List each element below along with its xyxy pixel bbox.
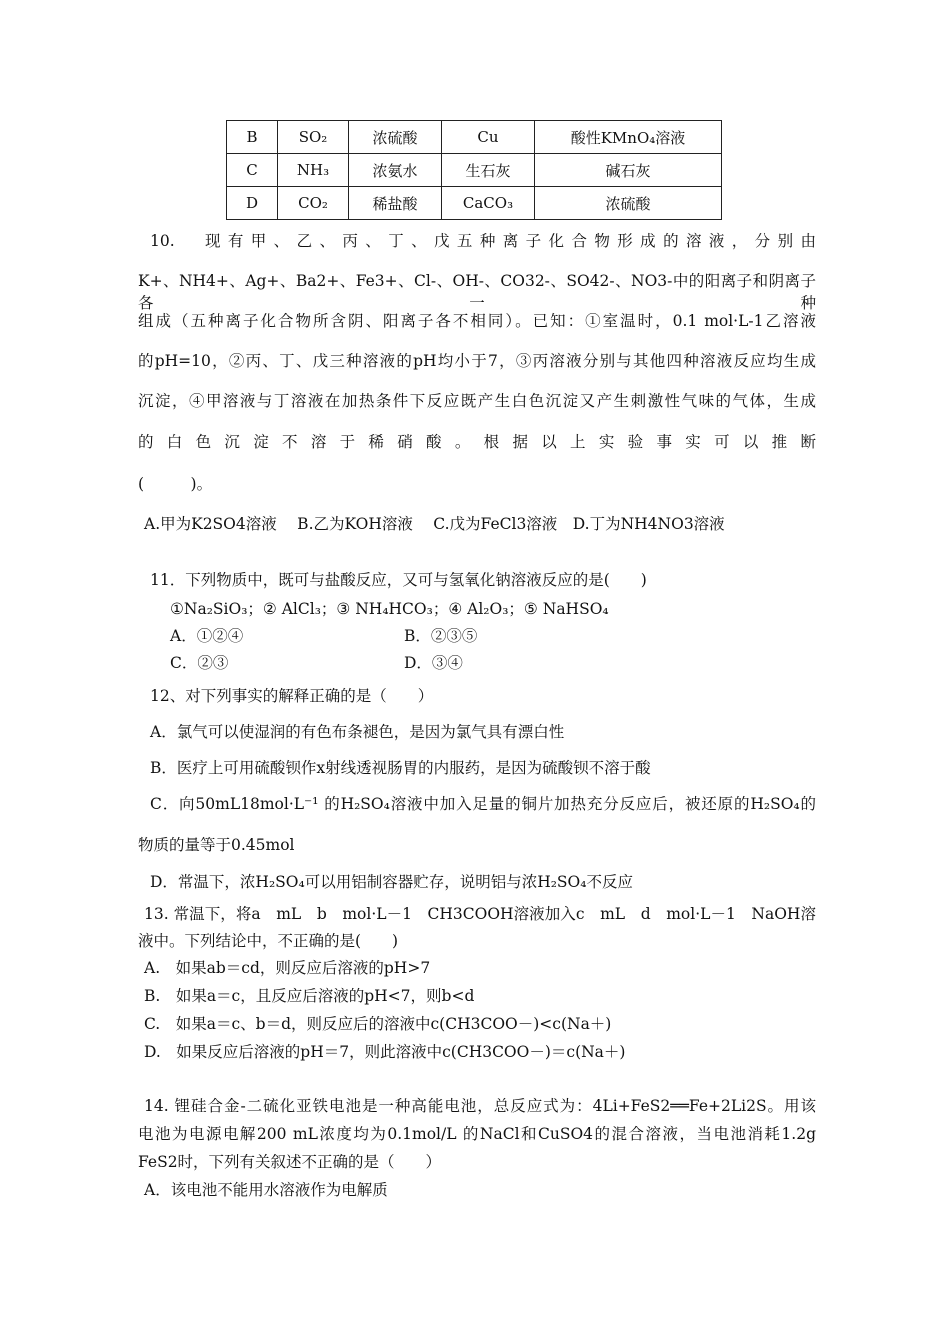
table-cell: B xyxy=(227,121,278,154)
table-cell: 碱石灰 xyxy=(535,154,722,187)
q10-line-5: 沉淀，④甲溶液与丁溶液在加热条件下反应既产生白色沉淀又产生刺激性气味的气体，生成 xyxy=(138,392,816,410)
table-cell: 浓硫酸 xyxy=(535,187,722,220)
q11-option-b: B．②③⑤ xyxy=(404,627,478,645)
table-cell: 稀盐酸 xyxy=(349,187,442,220)
q10-line-3: 组成（五种离子化合物所含阴、阳离子各不相同）。已知：①室温时，0.1 mol·L-1乙溶液 xyxy=(138,312,816,330)
table-cell: CO₂ xyxy=(278,187,349,220)
q10-line-2: K+、NH4+、Ag+、Ba2+、Fe3+、Cl-、OH-、CO32-、SO42-、NO3-中的阳离子和阴离子各一种 xyxy=(138,272,816,312)
q13-option-a: A. 如果ab＝cd，则反应后溶液的pH>7 xyxy=(144,959,431,977)
table-cell: D xyxy=(227,187,278,220)
q12-option-c-line-1: C．向50mL18mol·L⁻¹ 的H₂SO₄溶液中加入足量的铜片加热充分反应后，被还原的H₂SO₄的 xyxy=(150,795,816,813)
q11-option-a: A．①②④ xyxy=(170,627,244,645)
table-cell: 酸性KMnO₄溶液 xyxy=(535,121,722,154)
q14-line-2: 电池为电源电解200 mL浓度均为0.1mol/L 的NaCl和CuSO4的混合溶液，当电池消耗1.2g xyxy=(138,1125,816,1143)
q10-line-6: 的白色沉淀不溶于稀硝酸。根据以上实验事实可以推断 xyxy=(138,433,816,451)
table-row xyxy=(227,154,722,187)
q13-option-b: B. 如果a＝c，且反应后溶液的pH<7，则b<d xyxy=(144,987,475,1005)
table-cell: 浓氨水 xyxy=(349,154,442,187)
table-cell: 生石灰 xyxy=(442,154,535,187)
q12-option-b: B．医疗上可用硫酸钡作x射线透视肠胃的内服药，是因为硫酸钡不溶于酸 xyxy=(150,759,651,777)
table-cell: C xyxy=(227,154,278,187)
q13-option-d: D. 如果反应后溶液的pH＝7，则此溶液中c(CH3COO－)＝c(Na＋) xyxy=(144,1043,626,1061)
q10-options: A.甲为K2SO4溶液 B.乙为KOH溶液 C.戊为FeCl3溶液 D.丁为NH4NO3溶液 xyxy=(144,515,725,533)
q12-option-c-line-2: 物质的量等于0.45mol xyxy=(138,836,295,854)
q10-line-1: 10. 现有甲、乙、丙、丁、戊五种离子化合物形成的溶液，分别由 xyxy=(150,232,816,250)
q11-stem: 11．下列物质中，既可与盐酸反应，又可与氢氧化钠溶液反应的是( ) xyxy=(150,571,647,589)
q12-option-a: A．氯气可以使湿润的有色布条褪色，是因为氯气具有漂白性 xyxy=(150,723,565,741)
table-cell: CaCO₃ xyxy=(442,187,535,220)
q13-stem-line-1: 13. 常温下，将a mL b mol·L－1 CH3COOH溶液加入c mL d mol·L－1 NaOH溶 xyxy=(144,905,816,923)
table-row xyxy=(227,121,722,154)
q11-option-c: C．②③ xyxy=(170,654,229,672)
q11-option-d: D．③④ xyxy=(404,654,463,672)
table-cell: 浓硫酸 xyxy=(349,121,442,154)
q13-option-c: C. 如果a＝c、b＝d，则反应后的溶液中c(CH3COO－)<c(Na＋) xyxy=(144,1015,612,1033)
q11-items: ①Na₂SiO₃；② AlCl₃；③ NH₄HCO₃；④ Al₂O₃；⑤ NaHSO₄ xyxy=(170,600,609,618)
reagent-table xyxy=(226,120,722,220)
table-cell: NH₃ xyxy=(278,154,349,187)
q10-line-4: 的pH=10，②丙、丁、戊三种溶液的pH均小于7，③丙溶液分别与其他四种溶液反应均生成 xyxy=(138,352,816,370)
table-row xyxy=(227,187,722,220)
q14-option-a: A．该电池不能用水溶液作为电解质 xyxy=(144,1181,388,1199)
q14-line-3: FeS2时，下列有关叙述不正确的是（ ） xyxy=(138,1153,442,1171)
table-cell: SO₂ xyxy=(278,121,349,154)
q12-stem: 12、对下列事实的解释正确的是（ ） xyxy=(150,687,434,705)
q12-option-d: D．常温下，浓H₂SO₄可以用铝制容器贮存，说明铝与浓H₂SO₄不反应 xyxy=(150,873,633,891)
q13-stem-line-2: 液中。下列结论中，不正确的是( ) xyxy=(138,932,399,950)
q10-line-7: ( )。 xyxy=(138,475,213,493)
table-cell: Cu xyxy=(442,121,535,154)
q14-line-1: 14. 锂硅合金-二硫化亚铁电池是一种高能电池，总反应式为：4Li+FeS2══Fe+2Li2S。用该 xyxy=(144,1097,816,1115)
